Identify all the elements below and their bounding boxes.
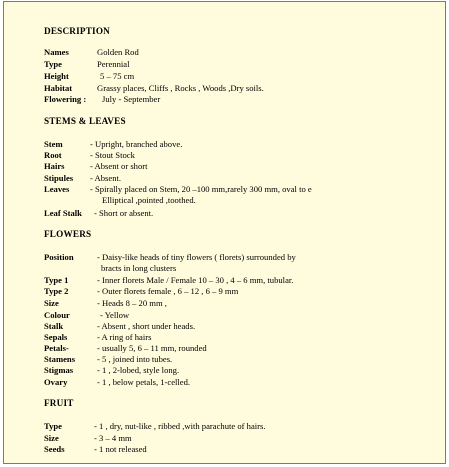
flowering-value: July - September [102,94,161,104]
hairs-label: Hairs [44,161,65,171]
position-value-continued: bracts in long clusters [101,263,177,273]
type2-label: Type 2 [44,286,69,296]
stem-value: - Upright, branched above. [90,139,183,149]
fruit-size-label: Size [44,433,59,443]
flowering-label: Flowering : [44,94,87,104]
leaf-stalk-label: Leaf Stalk [44,208,82,218]
type-label: Type [44,59,62,69]
fruit-size-value: - 3 – 4 mm [94,433,132,443]
names-value: Golden Rod [97,47,139,57]
type2-value: - Outer florets female , 6 – 12 , 6 – 9 mm [97,286,239,296]
ovary-value: - 1 , below petals, 1-celled. [97,377,191,387]
stems-leaves-heading: STEMS & LEAVES [44,116,126,126]
leaves-value: - Spirally placed on Stem, 20 –100 mm,rarely 300 mm, oval to e [90,184,312,194]
stipules-label: Stipules [44,173,74,183]
height-value: 5 – 75 cm [100,71,135,81]
size-value: - Heads 8 – 20 mm , [97,298,167,308]
position-value: - Daisy-like heads of tiny flowers ( florets) surrounded by [97,252,296,262]
type-value: Perennial [97,59,130,69]
stigmas-value: - 1 , 2-lobed, style long. [97,365,180,375]
stipules-value: - Absent. [90,173,122,183]
species-description-card [3,1,446,464]
root-label: Root [44,150,62,160]
stalk-value: - Absent , short under heads. [97,321,196,331]
description-heading: DESCRIPTION [44,26,111,36]
seeds-label: Seeds [44,444,65,454]
fruit-heading: FRUIT [44,398,74,408]
ovary-label: Ovary [44,377,68,387]
position-label: Position [44,252,74,262]
stamens-label: Stamens [44,354,76,364]
stigmas-label: Stigmas [44,365,74,375]
habitat-label: Habitat [44,83,73,93]
habitat-value: Grassy places, Cliffs , Rocks , Woods ,Dry soils. [97,83,264,93]
root-value: - Stout Stock [90,150,135,160]
seeds-value: - 1 not released [94,444,147,454]
fruit-type-label: Type [44,421,62,431]
stamens-value: - 5 , joined into tubes. [97,354,173,364]
leaf-stalk-value: - Short or absent. [94,208,154,218]
leaves-label: Leaves [44,184,70,194]
stem-label: Stem [44,139,63,149]
flowers-heading: FLOWERS [44,229,92,239]
type1-label: Type 1 [44,275,69,285]
stalk-label: Stalk [44,321,64,331]
colour-label: Colour [44,310,70,320]
type1-value: - Inner florets Male / Female 10 – 30 , 4 – 6 mm, tubular. [97,275,294,285]
height-label: Height [44,71,69,81]
sepals-value: - A ring of hairs [97,332,152,342]
colour-value: - Yellow [100,310,130,320]
fruit-type-value: - 1 , dry, nut-like , ribbed ,with parachute of hairs. [94,421,266,431]
leaves-value-continued: Elliptical ,pointed ,toothed. [102,195,196,205]
sepals-label: Sepals [44,332,68,342]
names-label: Names [44,47,69,57]
hairs-value: - Absent or short [90,161,148,171]
petals-label: Petals- [44,343,69,353]
petals-value: - usually 5, 6 – 11 mm, rounded [97,343,207,353]
size-label: Size [44,298,59,308]
